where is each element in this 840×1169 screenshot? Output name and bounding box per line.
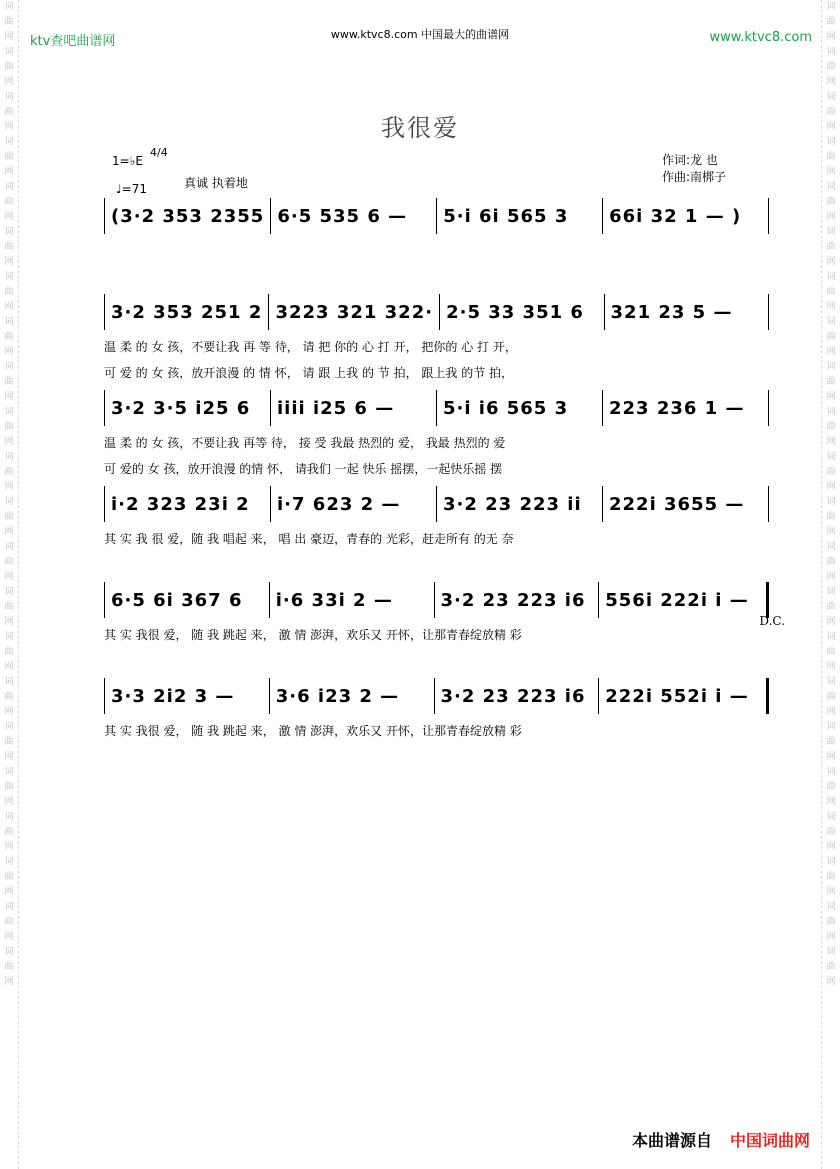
measure: 222i 3655 — [609, 493, 745, 515]
bar-line [766, 678, 769, 714]
measure: (3·2 353 2355 [111, 205, 265, 227]
right-margin-line [821, 0, 822, 1169]
dc-mark: D.C. [759, 614, 785, 628]
notation-line [104, 580, 769, 620]
measure: 3·2 23 223 i6 [440, 685, 586, 707]
bar-line [768, 294, 769, 330]
notation-line [104, 388, 769, 428]
measure: 5·i i6 565 3 [443, 397, 569, 419]
time-signature: 4/4 [150, 146, 168, 159]
measure: 3·3 2i2 3 — [111, 685, 235, 707]
tempo-mark: ♩=71 [116, 182, 147, 196]
header-url[interactable]: www.ktvc8.com [709, 30, 812, 45]
score-row [104, 388, 769, 484]
measure: 321 23 5 — [610, 301, 733, 323]
measure: 556i 222i i — [605, 589, 749, 611]
measure: 3·2 3·5 i25 6 [111, 397, 251, 419]
header-site-name[interactable]: ktv查吧曲谱网 [30, 34, 116, 49]
measure: 2·5 33 351 6 [446, 301, 584, 323]
measure: 222i 552i i — [605, 685, 749, 707]
credits [662, 152, 726, 186]
score-row [104, 676, 769, 772]
lyric-line: 温 柔 的 女 孩，不要让我 再 等 待， 请 把 你的 心 打 开， 把你的 心 打 开， [104, 340, 517, 354]
lyric-line: 其 实 我很 爱， 随 我 跳起 来， 激 情 澎湃，欢乐又 开怀，让那青春绽放精 彩 [104, 724, 522, 738]
bar-line [768, 198, 769, 234]
measure: 3223 321 322· [275, 301, 434, 323]
lyric-line: 其 实 我 很 爱，随 我 唱起 来， 唱 出 豪迈，青春的 光彩，赶走所有 的无 奈 [104, 532, 514, 546]
measure: i·6 33i 2 — [275, 589, 393, 611]
notation-line [104, 676, 769, 716]
notation-line [104, 196, 769, 236]
key-signature: 1=♭E [112, 154, 143, 168]
measure: 66i 32 1 — ) [609, 205, 742, 227]
lyricist: 作词:龙 也 [662, 153, 718, 167]
score-row [104, 292, 769, 388]
measure: 3·2 353 251 2 [111, 301, 263, 323]
measure: 5·i 6i 565 3 [443, 205, 569, 227]
measure: 3·6 i23 2 — [275, 685, 400, 707]
header-tagline: www.ktvc8.com 中国最大的曲谱网 [330, 28, 510, 41]
footer [632, 1128, 810, 1151]
score-row [104, 484, 769, 580]
lyric-line: 可 爱的 女 孩，放开浪漫 的情 怀， 请我们 一起 快乐 摇摆，一起快乐摇 摆 [104, 462, 503, 476]
bar-line [768, 486, 769, 522]
footer-source: 本曲谱源自 [631, 1131, 712, 1150]
measure: 6·5 535 6 — [277, 205, 408, 227]
bar-line [766, 582, 769, 618]
lyric-line: 其 实 我很 爱， 随 我 跳起 来， 激 情 澎湃，欢乐又 开怀，让那青春绽放精 彩 [104, 628, 522, 642]
footer-site-link[interactable]: 中国词曲网 [729, 1131, 810, 1150]
score-row [104, 580, 769, 676]
lyric-line: 可 爱 的 女 孩，放开浪漫 的 情 怀， 请 跟 上我 的 节 拍， 跟上我 的节 拍， [104, 366, 514, 380]
notation-line [104, 484, 769, 524]
measure: 3·2 23 223 i6 [440, 589, 586, 611]
measure: i·7 623 2 — [277, 493, 401, 515]
measure: iiii i25 6 — [277, 397, 395, 419]
expression-mark: 真诚 执着地 [184, 176, 248, 190]
bar-line [768, 390, 769, 426]
composer: 作曲:南梆子 [662, 170, 727, 184]
score-row [104, 196, 769, 292]
song-title: 我很爱 [381, 114, 459, 142]
measure: i·2 323 23i 2 [111, 493, 250, 515]
lyric-line: 温 柔 的 女 孩，不要让我 再等 待， 接 受 我最 热烈的 爱， 我最 热烈的 爱 [104, 436, 506, 450]
left-margin-line [18, 0, 19, 1169]
measure: 223 236 1 — [609, 397, 745, 419]
left-watermark-strip: 词曲网词曲网词曲网词曲网词曲网词曲网词曲网词曲网词曲网词曲网词曲网词曲网词曲网词曲网词曲网词曲网词曲网词曲网词曲网词曲网词曲网词曲网 [4, 2, 14, 987]
notation-line [104, 292, 769, 332]
score [104, 196, 769, 772]
measure: 6·5 6i 367 6 [111, 589, 243, 611]
right-watermark-strip: 词曲网词曲网词曲网词曲网词曲网词曲网词曲网词曲网词曲网词曲网词曲网词曲网词曲网词曲网词曲网词曲网词曲网词曲网词曲网词曲网词曲网词曲网 [826, 2, 836, 987]
measure: 3·2 23 223 ii [443, 493, 582, 515]
